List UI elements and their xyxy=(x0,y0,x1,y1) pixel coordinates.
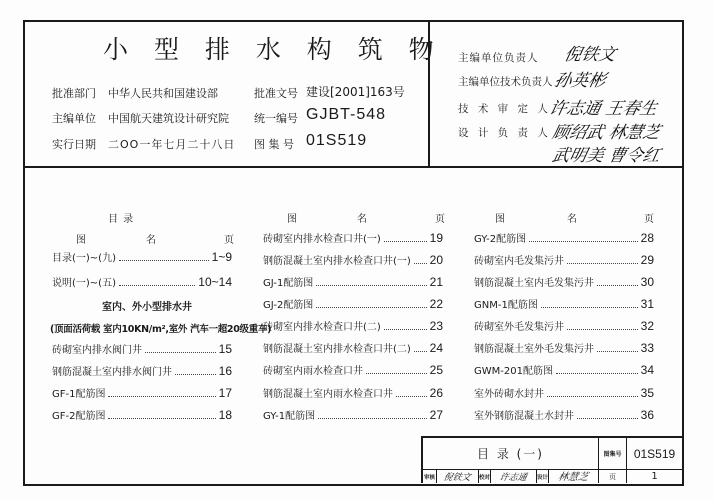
toc-entry-name: 砖砌室内排水阀门井 xyxy=(52,345,142,356)
approval-dept-value: 中华人民共和国建设部 xyxy=(108,87,218,100)
leader-dots xyxy=(414,350,427,352)
toc-entry[interactable] xyxy=(52,386,232,400)
approval-no-label: 批准文号 xyxy=(254,87,298,100)
toc-entry-page: 23 xyxy=(429,319,443,333)
design-head-signature-2: 武明美 曹令红 xyxy=(550,146,663,166)
toc-entry[interactable] xyxy=(263,253,443,267)
toc-entry-page: 26 xyxy=(429,386,443,400)
toc-entry-name: GY-2配筋图 xyxy=(474,234,527,245)
section-subtitle: (顶面活荷载 室内10KN/m²,室外 汽车一超20级重车) xyxy=(50,324,272,335)
toc-entry-page: 19 xyxy=(429,231,443,245)
toc-entry[interactable] xyxy=(263,363,443,377)
leader-dots xyxy=(547,395,638,397)
leader-dots xyxy=(414,262,427,264)
toc-entry-page: 10~14 xyxy=(198,275,232,289)
toc-entry-name: GJ-1配筋图 xyxy=(263,278,314,289)
leader-dots xyxy=(366,372,427,374)
page-number: 1 xyxy=(651,471,658,482)
toc-entry-name: 砖砌室内雨水检查口井 xyxy=(263,366,363,377)
toc-entry-name: 钢筋混凝土室内雨水检查口井 xyxy=(263,389,393,400)
sheet-title: 目 录 (一) xyxy=(477,447,544,461)
col3-header-name2: 名 xyxy=(567,214,577,225)
toc-entry-page: 31 xyxy=(640,297,654,311)
leader-dots xyxy=(175,373,216,375)
toc-entry[interactable] xyxy=(474,341,654,355)
col3-header-name: 图 xyxy=(495,214,505,225)
leader-dots xyxy=(529,240,637,242)
leader-dots xyxy=(108,417,215,419)
toc-entry-name: GNM-1配筋图 xyxy=(474,300,538,311)
toc-entry-page: 21 xyxy=(429,275,443,289)
unified-no-label: 统一编号 xyxy=(254,112,298,125)
leader-dots xyxy=(119,259,209,261)
toc-entry-page: 16 xyxy=(218,364,232,378)
leader-dots xyxy=(556,372,638,374)
editor-unit-label: 主编单位 xyxy=(52,112,96,125)
toc-entry[interactable] xyxy=(474,408,654,422)
toc-entry-page: 20 xyxy=(429,253,443,267)
leader-dots xyxy=(597,350,638,352)
leader-dots xyxy=(384,328,427,330)
col1-header-name: 图 xyxy=(76,235,86,246)
toc-entry[interactable] xyxy=(474,319,654,333)
page-label: 页 xyxy=(609,472,616,481)
approval-no-value: 建设[2001]163号 xyxy=(306,85,405,99)
section-title: 室内、外小型排水井 xyxy=(102,302,192,313)
toc-entry-name: 砖砌室外毛发集污井 xyxy=(474,322,564,333)
check-signature: 许志通 xyxy=(498,472,528,483)
toc-entry[interactable] xyxy=(52,342,232,356)
chief-unit-head-label: 主编单位负责人 xyxy=(458,52,539,64)
review-label: 审核 xyxy=(423,474,435,481)
toc-entry-page: 34 xyxy=(640,363,654,377)
toc-entry[interactable] xyxy=(263,297,443,311)
toc-entry-name: 钢筋混凝土室内排水阀门井 xyxy=(52,367,172,378)
design-signature: 林慧芝 xyxy=(556,472,590,483)
toc-entry-page: 30 xyxy=(640,275,654,289)
approval-dept-label: 批准部门 xyxy=(52,87,96,100)
leader-dots xyxy=(577,417,638,419)
col2-header-name: 图 xyxy=(287,214,297,225)
toc-entry-name: GJ-2配筋图 xyxy=(263,300,314,311)
col1-header-name2: 名 xyxy=(146,235,156,246)
toc-entry-name: 说明(一)~(五) xyxy=(52,278,116,289)
review-signature: 倪铁文 xyxy=(442,472,472,483)
toc-entry-page: 15 xyxy=(218,342,232,356)
col2-header-name2: 名 xyxy=(357,214,367,225)
toc-entry-name: 目录(一)~(九) xyxy=(52,253,116,264)
leader-dots xyxy=(396,395,427,397)
effective-date-label: 实行日期 xyxy=(52,138,96,151)
toc-entry-page: 1~9 xyxy=(211,250,232,264)
check-label: 校对 xyxy=(479,474,491,481)
toc-entry-page: 18 xyxy=(218,408,232,422)
leader-dots xyxy=(318,417,426,419)
tech-head-signature: 孙英彬 xyxy=(552,71,608,91)
toc-entry-page: 35 xyxy=(640,386,654,400)
toc-entry-name: 室外钢筋混凝土水封井 xyxy=(474,411,574,422)
toc-entry-name: 钢筋混凝土室内毛发集污井 xyxy=(474,278,594,289)
toc-entry[interactable] xyxy=(263,319,443,333)
col3-header-page: 页 xyxy=(644,214,654,225)
tech-head-label: 主编单位技术负责人 xyxy=(458,76,553,88)
leader-dots xyxy=(384,240,427,242)
toc-entry-page: 36 xyxy=(640,408,654,422)
toc-entry-page: 33 xyxy=(640,341,654,355)
toc-entry[interactable] xyxy=(52,250,232,264)
toc-entry-page: 17 xyxy=(218,386,232,400)
toc-entry-page: 22 xyxy=(429,297,443,311)
col2-header-page: 页 xyxy=(435,214,445,225)
col1-header-page: 页 xyxy=(224,235,234,246)
leader-dots xyxy=(597,284,638,286)
chief-unit-head-signature: 倪铁文 xyxy=(562,45,618,65)
toc-entry[interactable] xyxy=(474,275,654,289)
toc-entry-page: 25 xyxy=(429,363,443,377)
atlas-no-label: 图集号 xyxy=(603,451,622,458)
toc-entry[interactable] xyxy=(52,408,232,422)
toc-entry[interactable] xyxy=(474,253,654,267)
toc-entry-page: 28 xyxy=(640,231,654,245)
leader-dots xyxy=(108,395,215,397)
toc-entry-page: 27 xyxy=(429,408,443,422)
toc-entry-name: 室外砖砌水封井 xyxy=(474,389,544,400)
toc-entry-page: 24 xyxy=(429,341,443,355)
toc-entry[interactable] xyxy=(263,341,443,355)
toc-entry-name: 钢筋混凝土室内排水检查口井(一) xyxy=(263,256,411,267)
toc-entry[interactable] xyxy=(263,275,443,289)
toc-entry-name: GWM-201配筋图 xyxy=(474,366,553,377)
leader-dots xyxy=(119,284,195,286)
toc-entry-name: 钢筋混凝土室外毛发集污井 xyxy=(474,344,594,355)
toc-entry-name: 砖砌室内排水检查口井(二) xyxy=(263,322,381,333)
toc-entry[interactable] xyxy=(474,386,654,400)
toc-entry[interactable] xyxy=(474,297,654,311)
toc-entry[interactable] xyxy=(263,408,443,422)
leader-dots xyxy=(316,284,426,286)
leader-dots xyxy=(567,328,638,330)
toc-entry[interactable] xyxy=(474,363,654,377)
tech-reviewer-signature: 许志通 王春生 xyxy=(547,99,660,119)
leader-dots xyxy=(145,351,216,353)
design-head-signature: 顾绍武 林慧芝 xyxy=(550,123,663,143)
toc-entry[interactable] xyxy=(52,275,232,289)
toc-entry[interactable] xyxy=(263,386,443,400)
effective-date-value: 二OO一年七月二十八日 xyxy=(108,138,236,151)
atlas-no-value: 01S519 xyxy=(633,446,676,461)
design-label: 设计 xyxy=(537,474,549,481)
toc-entry-name: 砖砌室内毛发集污井 xyxy=(474,256,564,267)
toc-entry-page: 32 xyxy=(640,319,654,333)
atlas-no-label: 图 集 号 xyxy=(254,138,294,151)
toc-entry-name: 钢筋混凝土室内排水检查口井(二) xyxy=(263,344,411,355)
unified-no-value: GJBT-548 xyxy=(306,106,387,123)
toc-entry-name: GY-1配筋图 xyxy=(263,411,316,422)
toc-entry-name: 砖砌室内排水检查口井(一) xyxy=(263,234,381,245)
toc-entry-page: 29 xyxy=(640,253,654,267)
header-divider xyxy=(23,166,682,168)
leader-dots xyxy=(541,306,638,308)
design-head-label: 设 计 负 责 人 xyxy=(458,127,551,139)
leader-dots xyxy=(567,262,638,264)
toc-title: 目 录 xyxy=(108,214,135,225)
atlas-title: 小 型 排 水 构 筑 物 xyxy=(103,35,443,64)
editor-unit-value: 中国航天建筑设计研究院 xyxy=(108,112,229,125)
toc-entry-name: GF-1配筋图 xyxy=(52,389,106,400)
toc-entry[interactable] xyxy=(474,231,654,245)
tech-reviewer-label: 技 术 审 定 人 xyxy=(458,103,551,115)
leader-dots xyxy=(316,306,426,308)
toc-entry[interactable] xyxy=(263,231,443,245)
toc-entry[interactable] xyxy=(52,364,232,378)
atlas-no-value: 01S519 xyxy=(306,132,368,149)
toc-entry-name: GF-2配筋图 xyxy=(52,411,106,422)
